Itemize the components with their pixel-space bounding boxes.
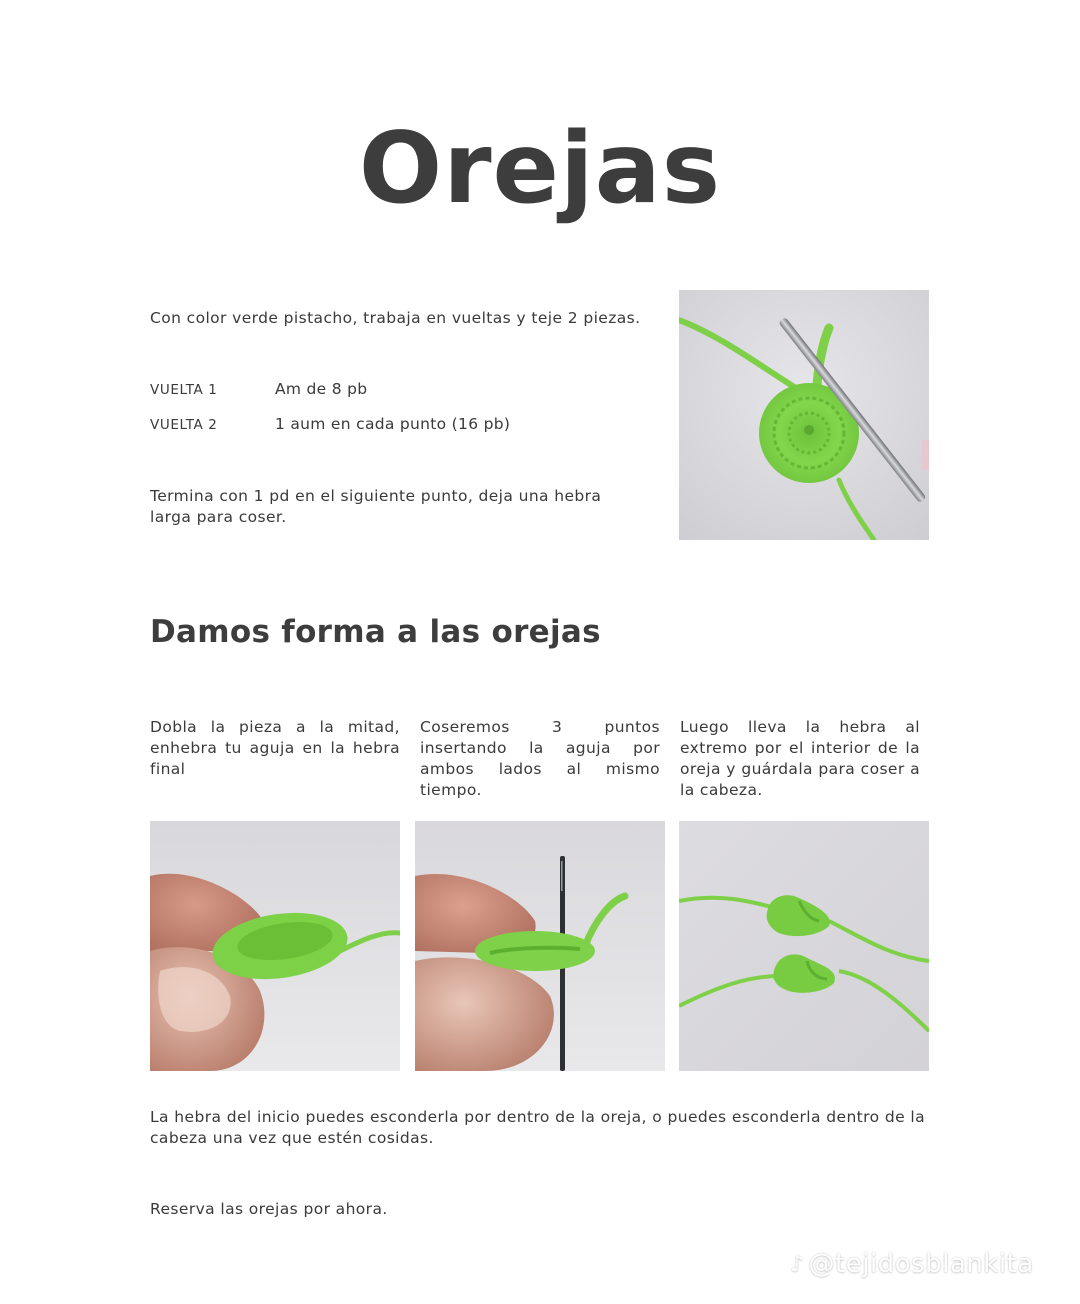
- step-text: Coseremos 3 puntos insertando la aguja por ambos lados al mismo tiempo.: [420, 718, 660, 799]
- section-title: Damos forma a las orejas: [150, 614, 601, 650]
- step-photo-fold: [150, 821, 400, 1071]
- round-value: Am de 8 pb: [275, 380, 368, 398]
- reserve-text: Reserva las orejas por ahora.: [150, 1200, 388, 1218]
- page-title: Orejas: [358, 112, 722, 226]
- round-value: 1 aum en cada punto (16 pb): [275, 415, 511, 433]
- step-photo-sew: [415, 821, 665, 1071]
- finished-ears-illustration: [679, 821, 929, 1071]
- round-label: VUELTA 1: [150, 382, 218, 398]
- watermark-handle: @tejidosblankita: [808, 1249, 1034, 1279]
- folded-piece-illustration: [150, 821, 400, 1071]
- round-label: VUELTA 2: [150, 417, 218, 433]
- step-photo-finished-ears: [679, 821, 929, 1071]
- intro-text: Con color verde pistacho, trabaja en vueltas y teje 2 piezas.: [150, 309, 641, 327]
- note-text: La hebra del inicio puedes esconderla por dentro de la oreja, o puedes esconderla dentro de la cabeza una vez que estén cosidas.: [150, 1108, 925, 1147]
- ending-text: Termina con 1 pd en el siguiente punto, deja una hebra larga para coser.: [150, 487, 602, 526]
- watermark: [790, 1247, 1034, 1281]
- step-text: Luego lleva la hebra al extremo por el interior de la oreja y guárdala para coser a la cabeza.: [680, 718, 920, 799]
- step-text: Dobla la pieza a la mitad, enhebra tu aguja en la hebra final: [150, 718, 400, 778]
- sewing-needle-illustration: [415, 821, 665, 1071]
- tiktok-icon: ♪: [790, 1251, 805, 1277]
- crochet-circle-illustration: [679, 290, 929, 540]
- crochet-circle-photo: [679, 290, 929, 540]
